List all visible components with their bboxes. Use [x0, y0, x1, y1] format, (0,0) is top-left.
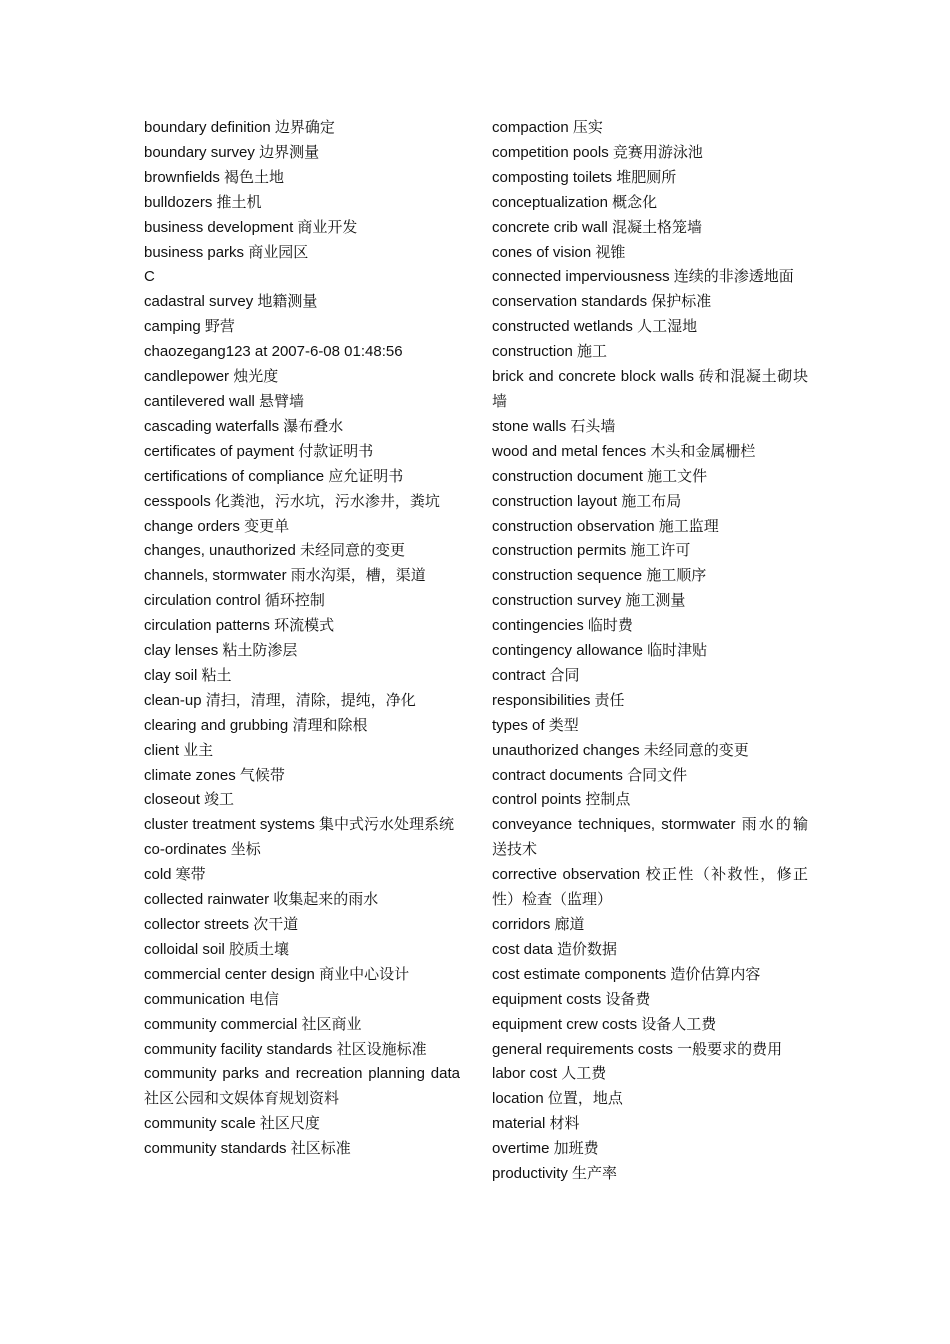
glossary-entry: closeout 竣工	[144, 791, 235, 809]
glossary-entry: overtime 加班费	[492, 1140, 599, 1158]
glossary-entry: competition pools 竞赛用游泳池	[492, 143, 703, 161]
glossary-entry: responsibilities 责任	[492, 691, 625, 709]
glossary-entry: compaction 压实	[492, 119, 603, 136]
glossary-entry: cascading waterfalls 瀑布叠水	[144, 417, 344, 435]
glossary-entry: client 业主	[144, 741, 214, 759]
glossary-entry: cones of vision 视锥	[492, 243, 626, 261]
glossary-entry: corrective observation 校正性（补救性，修正性）检查（监理）	[492, 866, 808, 909]
glossary-entry: camping 野营	[144, 318, 235, 336]
glossary-entry: contingency allowance 临时津贴	[492, 642, 708, 660]
glossary-entry: types of 类型	[492, 716, 579, 734]
glossary-entry: control points 控制点	[492, 791, 631, 809]
glossary-entry: community standards 社区标准	[144, 1140, 351, 1158]
glossary-entry: stone walls 石头墙	[492, 417, 616, 435]
glossary-entry: material 材料	[492, 1115, 580, 1133]
glossary-entry: clay lenses 粘土防渗层	[144, 642, 298, 660]
glossary-entry: boundary definition 边界确定	[144, 119, 335, 136]
glossary-entry: construction survey 施工测量	[492, 592, 686, 610]
glossary-entry: cost estimate components 造价估算内容	[492, 965, 761, 983]
glossary-entry: chaozegang123 at 2007-6-08 01:48:56	[144, 343, 403, 361]
glossary-entry: construction layout 施工布局	[492, 492, 682, 510]
glossary-entry: clearing and grubbing 清理和除根	[144, 716, 368, 734]
glossary-entry: change orders 变更单	[144, 517, 290, 535]
glossary-entry: community facility standards 社区设施标准	[144, 1040, 427, 1058]
glossary-entry: wood and metal fences 木头和金属栅栏	[492, 442, 756, 460]
glossary-entry: commercial center design 商业中心设计	[144, 965, 410, 983]
glossary-entry: productivity 生产率	[492, 1165, 618, 1183]
glossary-entry: community commercial 社区商业	[144, 1015, 362, 1033]
glossary-left-column	[144, 116, 460, 1162]
glossary-entry: construction document 施工文件	[492, 467, 708, 485]
glossary-entry: cost data 造价数据	[492, 940, 618, 958]
glossary-entry: co-ordinates 坐标	[144, 841, 261, 859]
glossary-entry: bulldozers 推土机	[144, 193, 262, 211]
glossary-entry: conceptualization 概念化	[492, 193, 658, 211]
glossary-entry: changes, unauthorized 未经同意的变更	[144, 542, 405, 560]
glossary-entry: business development 商业开发	[144, 218, 358, 236]
glossary-entry: circulation control 循环控制	[144, 592, 325, 610]
glossary-entry: C	[144, 268, 155, 286]
glossary-entry: unauthorized changes 未经同意的变更	[492, 741, 749, 759]
glossary-entry: colloidal soil 胶质土壤	[144, 940, 290, 958]
glossary-entry: cesspools 化粪池，污水坑，污水渗井，粪坑	[144, 492, 440, 510]
glossary-right-column	[492, 116, 808, 1187]
glossary-entry: labor cost 人工费	[492, 1065, 607, 1083]
glossary-entry: contingencies 临时费	[492, 617, 633, 635]
glossary-entry: boundary survey 边界测量	[144, 143, 320, 161]
glossary-entry: clean-up 清扫，清理，清除，提纯，净化	[144, 691, 416, 709]
glossary-entry: circulation patterns 环流模式	[144, 617, 335, 635]
glossary-entry: cold 寒带	[144, 866, 206, 884]
glossary-entry: construction sequence 施工顺序	[492, 567, 707, 585]
glossary-entry: constructed wetlands 人工湿地	[492, 318, 698, 336]
glossary-entry: candlepower 烛光度	[144, 368, 279, 386]
glossary-entry: concrete crib wall 混凝土格笼墙	[492, 218, 703, 236]
glossary-entry: collected rainwater 收集起来的雨水	[144, 891, 379, 909]
glossary-entry: corridors 廊道	[492, 916, 585, 933]
glossary-entry: general requirements costs 一般要求的费用	[492, 1040, 783, 1058]
glossary-entry: location 位置，地点	[492, 1090, 623, 1108]
glossary-entry: construction observation 施工监理	[492, 517, 719, 535]
glossary-entry: community scale 社区尺度	[144, 1115, 320, 1133]
glossary-entry: business parks 商业园区	[144, 243, 309, 261]
glossary-entry: cadastral survey 地籍测量	[144, 293, 318, 311]
glossary-entry: conveyance techniques, stormwater 雨水的输送技术	[492, 816, 808, 859]
glossary-entry: construction 施工	[492, 343, 608, 361]
glossary-entry: connected imperviousness 连续的非渗透地面	[492, 268, 794, 286]
glossary-entry: contract 合同	[492, 666, 580, 684]
glossary-entry: channels, stormwater 雨水沟渠，槽，渠道	[144, 567, 426, 585]
glossary-entry: contract documents 合同文件	[492, 766, 688, 784]
glossary-entry: certifications of compliance 应允证明书	[144, 467, 404, 485]
glossary-entry: certificates of payment 付款证明书	[144, 442, 374, 460]
glossary-entry: cantilevered wall 悬臂墙	[144, 392, 305, 410]
glossary-entry: equipment costs 设备费	[492, 990, 651, 1008]
glossary-entry: construction permits 施工许可	[492, 542, 691, 560]
glossary-entry: equipment crew costs 设备人工费	[492, 1015, 717, 1033]
glossary-entry: climate zones 气候带	[144, 766, 285, 784]
glossary-entry: brownfields 褐色土地	[144, 168, 285, 186]
glossary-entry: community parks and recreation planning data 社区公园和文娱体育规划资料	[144, 1065, 460, 1108]
glossary-entry: collector streets 次干道	[144, 916, 299, 933]
glossary-entry: clay soil 粘土	[144, 666, 232, 684]
glossary-entry: conservation standards 保护标准	[492, 293, 712, 311]
glossary-entry: communication 电信	[144, 990, 280, 1008]
glossary-entry: brick and concrete block walls 砖和混凝土砌块墙	[492, 368, 808, 410]
glossary-entry: cluster treatment systems 集中式污水处理系统	[144, 816, 455, 834]
glossary-entry: composting toilets 堆肥厕所	[492, 168, 677, 186]
